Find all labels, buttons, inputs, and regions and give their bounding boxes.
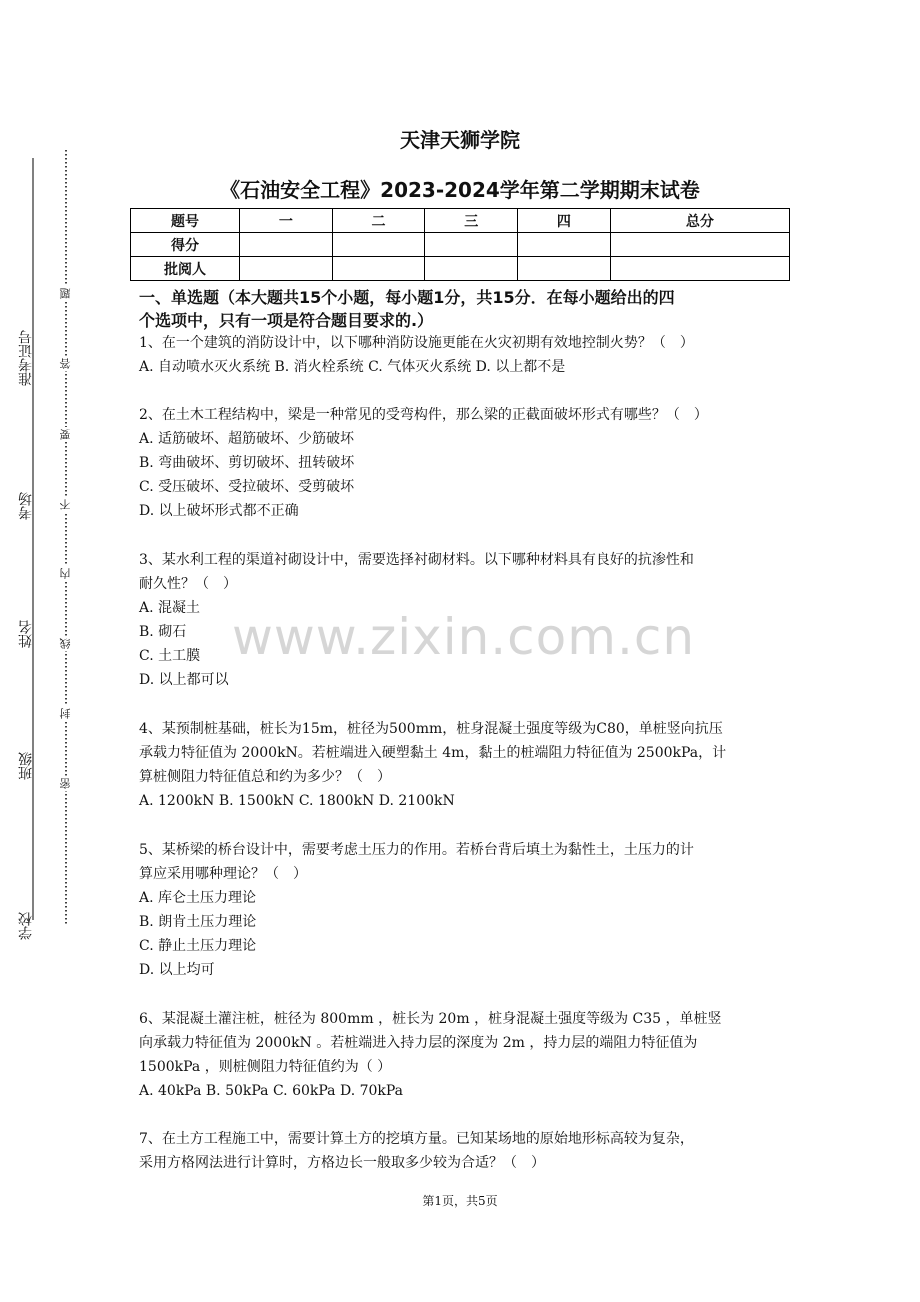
question-text: 承载力特征值为 2000kN。若桩端进入硬塑黏土 4m，黏土的桩端阻力特征值为 2500kPa，计 [139, 745, 727, 761]
score-cell[interactable] [518, 233, 611, 257]
question-3 [139, 548, 794, 692]
seal-char: 题 [59, 288, 72, 299]
question-text: 向承载力特征值为 2000kN 。若桩端进入持力层的深度为 2m ，持力层的端阻力特征值为 [139, 1035, 698, 1051]
question-text: 6、某混凝土灌注桩，桩径为 800mm ，桩长为 20m ，桩身混凝土强度等级为 C35 ，单桩竖 [139, 1011, 722, 1027]
question-5 [139, 838, 794, 982]
score-header-cell: 二 [332, 209, 425, 233]
question-options: A. 40kPa B. 50kPa C. 60kPa D. 70kPa [139, 1083, 404, 1099]
question-text: 采用方格网法进行计算时，方格边长一般取多少较为合适？（ ） [139, 1155, 545, 1171]
question-text: 1500kPa ，则桩侧阻力特征值约为（ ） [139, 1059, 392, 1075]
section-heading-line: 个选项中，只有一项是符合题目要求的.） [139, 311, 434, 330]
question-option: C. 土工膜 [139, 648, 201, 664]
label-exam-room: 考场 [18, 492, 34, 520]
grader-cell[interactable] [332, 257, 425, 281]
question-option: A. 混凝土 [139, 600, 201, 616]
grader-row [131, 257, 790, 281]
score-header-row [131, 209, 790, 233]
label-class: 班级 [18, 752, 34, 780]
grader-row-label: 批阅人 [131, 257, 240, 281]
score-cell[interactable] [240, 233, 333, 257]
seal-char: 答 [59, 358, 72, 369]
question-6 [139, 1007, 794, 1103]
question-option: C. 静止土压力理论 [139, 938, 257, 954]
grader-cell[interactable] [425, 257, 518, 281]
question-1 [139, 331, 794, 379]
seal-char: 封 [59, 708, 72, 719]
seal-char: 密 [59, 778, 72, 789]
section-heading [139, 286, 799, 332]
question-text: 4、某预制桩基础，桩长为15m，桩径为500mm，桩身混凝土强度等级为C80，单桩竖向抗压 [139, 721, 723, 737]
question-text: 2、在土木工程结构中，梁是一种常见的受弯构件，那么梁的正截面破坏形式有哪些？（ ） [139, 407, 708, 423]
score-cell[interactable] [332, 233, 425, 257]
question-2 [139, 403, 794, 523]
score-header-cell: 三 [425, 209, 518, 233]
score-header-cell: 四 [518, 209, 611, 233]
question-option: D. 以上均可 [139, 962, 215, 978]
question-option: D. 以上破坏形式都不正确 [139, 503, 299, 519]
watermark: www.zixin.com.cn [232, 608, 696, 666]
label-school: 学校 [18, 912, 34, 940]
label-exam-number: 准考证号 [18, 330, 34, 386]
question-option: A. 库仑土压力理论 [139, 890, 257, 906]
question-option: A. 适筋破坏、超筋破坏、少筋破坏 [139, 431, 355, 447]
question-text: 算应采用哪种理论？（ ） [139, 866, 307, 882]
question-options: A. 自动喷水灭火系统 B. 消火栓系统 C. 气体灭火系统 D. 以上都不是 [139, 359, 566, 375]
score-row-label: 得分 [131, 233, 240, 257]
label-name: 姓名 [18, 620, 34, 648]
question-options: A. 1200kN B. 1500kN C. 1800kN D. 2100kN [139, 793, 455, 809]
grader-cell[interactable] [518, 257, 611, 281]
grader-cell[interactable] [240, 257, 333, 281]
score-cell[interactable] [610, 233, 789, 257]
school-name: 天津天狮学院 [400, 128, 520, 152]
score-header-cell: 题号 [131, 209, 240, 233]
question-text: 5、某桥梁的桥台设计中，需要考虑土压力的作用。若桥台背后填土为黏性土，土压力的计 [139, 842, 694, 858]
question-option: B. 朗肯土压力理论 [139, 914, 257, 930]
question-4 [139, 717, 794, 813]
page-number: 第1页，共5页 [422, 1194, 498, 1208]
seal-char: 要 [59, 429, 72, 440]
question-option: C. 受压破坏、受拉破坏、受剪破坏 [139, 479, 355, 495]
section-heading-line: 一、单选题（本大题共15个小题，每小题1分，共15分．在每小题给出的四 [139, 288, 675, 307]
question-text: 7、在土方工程施工中，需要计算土方的挖填方量。已知某场地的原始地形标高较为复杂， [139, 1131, 694, 1147]
question-text: 耐久性？（ ） [139, 576, 237, 592]
question-option: B. 砌石 [139, 624, 187, 640]
question-text: 1、在一个建筑的消防设计中，以下哪种消防设施更能在火灾初期有效地控制火势？（ ） [139, 335, 694, 351]
score-header-cell: 总分 [610, 209, 789, 233]
question-text: 3、某水利工程的渠道衬砌设计中，需要选择衬砌材料。以下哪种材料具有良好的抗渗性和 [139, 552, 694, 568]
seal-char: 线 [59, 638, 72, 649]
question-option: B. 弯曲破坏、剪切破坏、扭转破坏 [139, 455, 355, 471]
score-header-cell: 一 [240, 209, 333, 233]
seal-char: 内 [59, 568, 72, 579]
question-7 [139, 1127, 794, 1175]
score-table [130, 208, 790, 281]
question-option: D. 以上都可以 [139, 672, 229, 688]
question-text: 算桩侧阻力特征值总和约为多少？（ ） [139, 769, 391, 785]
exam-title: 《石油安全工程》2023-2024学年第二学期期末试卷 [220, 178, 700, 202]
score-row [131, 233, 790, 257]
grader-cell[interactable] [610, 257, 789, 281]
seal-char: 不 [59, 499, 72, 510]
score-cell[interactable] [425, 233, 518, 257]
